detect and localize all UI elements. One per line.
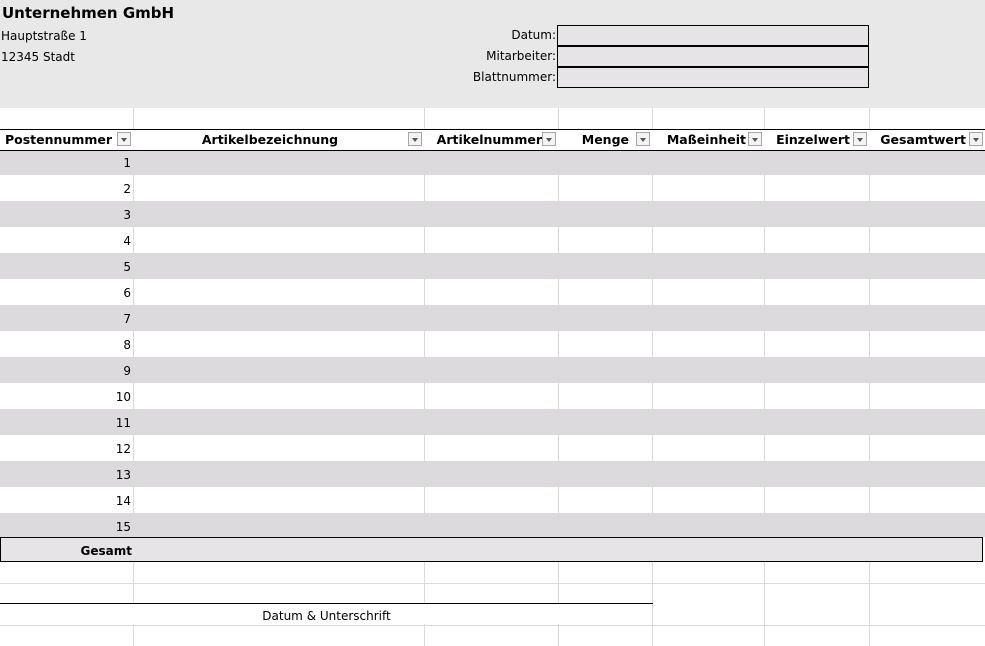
gridline	[133, 108, 134, 646]
company-city: 12345 Stadt	[1, 50, 75, 64]
table-header	[0, 129, 985, 151]
column-header-einzelwert[interactable]: Einzelwert	[776, 132, 850, 147]
item-number: 13	[115, 468, 131, 482]
employee-field[interactable]	[557, 46, 869, 67]
item-number: 7	[123, 312, 131, 326]
filter-dropdown-icon[interactable]	[117, 132, 131, 146]
employee-label: Mitarbeiter:	[486, 49, 556, 63]
total-row[interactable]	[0, 537, 983, 562]
company-street: Hauptstraße 1	[1, 29, 87, 43]
table-row[interactable]	[0, 409, 985, 435]
gridline	[0, 625, 985, 626]
column-header-gesamtwert[interactable]: Gesamtwert	[880, 132, 966, 147]
item-number: 12	[115, 442, 131, 456]
filter-dropdown-icon[interactable]	[636, 132, 650, 146]
signature-label: Datum & Unterschrift	[262, 609, 391, 623]
table-row[interactable]	[0, 175, 985, 201]
column-header-masseinheit[interactable]: Maßeinheit	[666, 132, 746, 147]
date-label: Datum:	[511, 28, 556, 42]
table-row[interactable]	[0, 513, 985, 537]
item-number: 10	[115, 390, 131, 404]
filter-dropdown-icon[interactable]	[748, 132, 762, 146]
item-number: 11	[115, 416, 131, 430]
item-number: 4	[123, 234, 131, 248]
table-row[interactable]	[0, 227, 985, 253]
item-number: 8	[123, 338, 131, 352]
gridline	[869, 108, 870, 646]
item-number: 1	[123, 156, 131, 170]
date-field[interactable]	[557, 25, 869, 46]
gridline	[652, 108, 653, 646]
gridline	[0, 583, 985, 584]
column-header-artikelbezeichnung[interactable]: Artikelbezeichnung	[201, 132, 339, 147]
sheet-number-field[interactable]	[557, 67, 869, 88]
column-header-artikelnummer[interactable]: Artikelnummer	[436, 132, 542, 147]
sheet-number-label: Blattnummer:	[472, 70, 556, 84]
column-header-menge[interactable]: Menge	[581, 132, 629, 147]
item-number: 9	[123, 364, 131, 378]
table-row[interactable]	[0, 149, 985, 175]
item-number: 15	[115, 520, 131, 534]
filter-dropdown-icon[interactable]	[969, 132, 983, 146]
column-header-postennummer[interactable]: Postennummer	[4, 132, 113, 147]
table-row[interactable]	[0, 331, 985, 357]
filter-dropdown-icon[interactable]	[853, 132, 867, 146]
item-number: 3	[123, 208, 131, 222]
gridline	[764, 108, 765, 646]
signature-line	[0, 603, 653, 604]
table-row[interactable]	[0, 201, 985, 227]
table-row[interactable]	[0, 461, 985, 487]
item-number: 14	[115, 494, 131, 508]
table-row[interactable]	[0, 383, 985, 409]
table-row[interactable]	[0, 305, 985, 331]
table-row[interactable]	[0, 435, 985, 461]
gridline	[424, 108, 425, 646]
company-name: Unternehmen GmbH	[2, 4, 175, 22]
total-label: Gesamt	[80, 544, 132, 558]
table-row[interactable]	[0, 279, 985, 305]
item-number: 5	[123, 260, 131, 274]
filter-dropdown-icon[interactable]	[542, 132, 556, 146]
filter-dropdown-icon[interactable]	[408, 132, 422, 146]
item-number: 6	[123, 286, 131, 300]
table-row[interactable]	[0, 253, 985, 279]
item-number: 2	[123, 182, 131, 196]
table-row[interactable]	[0, 357, 985, 383]
gridline	[558, 108, 559, 646]
table-row[interactable]	[0, 487, 985, 513]
